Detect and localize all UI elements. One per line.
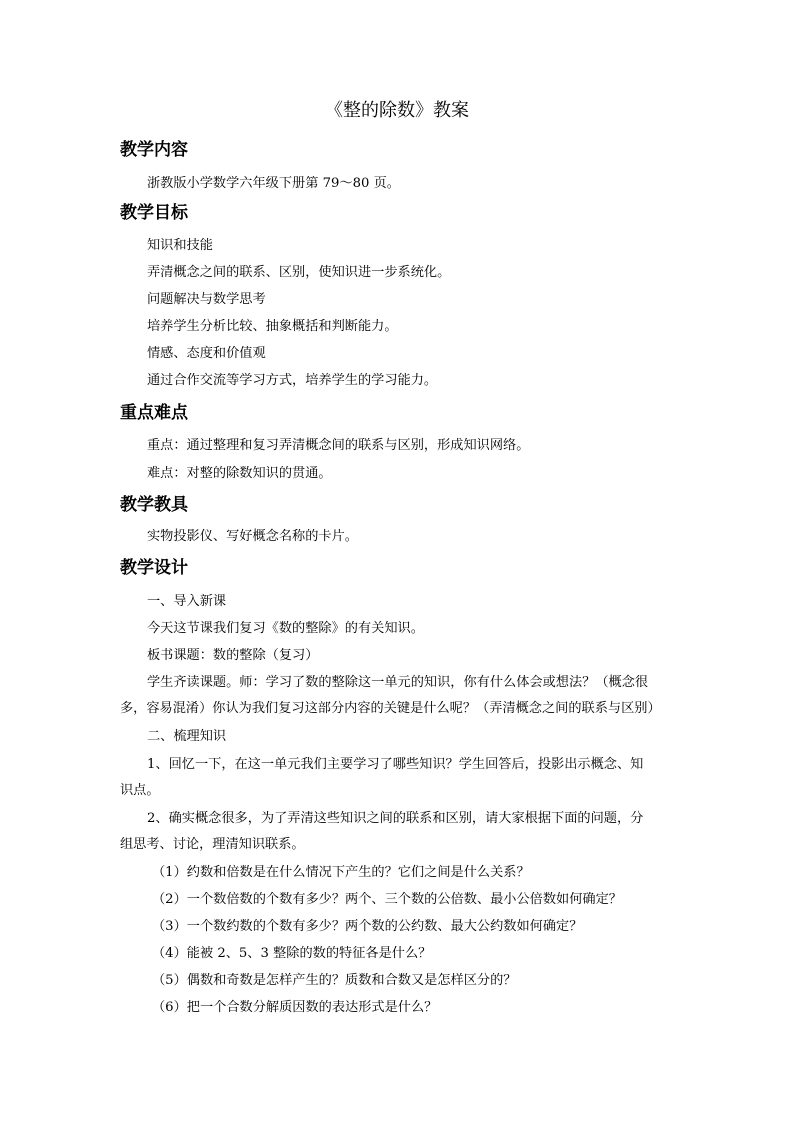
design-part2-title: 二、梳理知识 bbox=[147, 729, 227, 744]
goal-line: 问题解决与数学思考 bbox=[147, 292, 266, 307]
design-review-line: 今天这节课我们复习《数的整除》的有关知识。 bbox=[147, 621, 424, 636]
heading-teaching-design: 教学设计 bbox=[120, 558, 188, 578]
question-item: （2）一个数倍数的个数有多少？两个、三个数的公倍数、最小公倍数如何确定？ bbox=[152, 892, 622, 907]
goal-line: 弄清概念之间的联系、区别，使知识进一步系统化。 bbox=[147, 265, 451, 280]
design-board-line: 板书课题：数的整除（复习） bbox=[147, 648, 319, 663]
heading-teaching-goals: 教学目标 bbox=[120, 203, 188, 223]
heading-teaching-content: 教学内容 bbox=[120, 140, 188, 160]
question-item: （6）把一个合数分解质因数的表达形式是什么？ bbox=[152, 1000, 438, 1015]
teaching-content-text: 浙教版小学数学六年级下册第 79～80 页。 bbox=[147, 176, 400, 191]
document-title: 《整的除数》教案 bbox=[325, 100, 469, 121]
design-item-2 bbox=[120, 806, 676, 858]
paragraph-line: 识点。 bbox=[120, 783, 160, 798]
heading-key-points: 重点难点 bbox=[120, 403, 188, 423]
teaching-tools-text: 实物投影仪、写好概念名称的卡片。 bbox=[147, 529, 358, 544]
question-item: （1）约数和倍数是在什么情况下产生的？它们之间是什么关系？ bbox=[152, 865, 530, 880]
paragraph-line: 2、确实概念很多，为了弄清这些知识之间的联系和区别，请大家根据下面的问题，分 bbox=[147, 811, 644, 826]
design-item-1 bbox=[120, 752, 676, 804]
paragraph-line: 1、回忆一下，在这一单元我们主要学习了哪些知识？学生回答后，投影出示概念、知 bbox=[147, 757, 644, 772]
question-item: （3）一个数约数的个数有多少？两个数的公约数、最大公约数如何确定？ bbox=[152, 919, 583, 934]
question-item: （4）能被 2、5、3 整除的数的特征各是什么？ bbox=[152, 946, 432, 961]
goal-line: 知识和技能 bbox=[147, 238, 213, 253]
goal-line: 培养学生分析比较、抽象概括和判断能力。 bbox=[147, 319, 398, 334]
heading-teaching-tools: 教学教具 bbox=[120, 495, 188, 515]
question-item: （5）偶数和奇数是怎样产生的？质数和合数又是怎样区分的？ bbox=[152, 973, 517, 988]
key-point-line: 重点：通过整理和复习弄清概念间的联系与区别，形成知识网络。 bbox=[147, 438, 530, 453]
goal-line: 情感、态度和价值观 bbox=[147, 346, 266, 361]
design-paragraph bbox=[120, 670, 676, 722]
design-part1-title: 一、导入新课 bbox=[147, 594, 227, 609]
paragraph-line: 学生齐读课题。师：学习了数的整除这一单元的知识，你有什么体会或想法？（概念很 bbox=[147, 675, 649, 690]
paragraph-line: 多，容易混淆）你认为我们复习这部分内容的关键是什么呢？（弄清概念之间的联系与区别） bbox=[120, 701, 661, 716]
difficult-point-line: 难点：对整的除数知识的贯通。 bbox=[147, 466, 332, 481]
goal-line: 通过合作交流等学习方式，培养学生的学习能力。 bbox=[147, 373, 438, 388]
paragraph-line: 组思考、讨论，理清知识联系。 bbox=[120, 837, 305, 852]
